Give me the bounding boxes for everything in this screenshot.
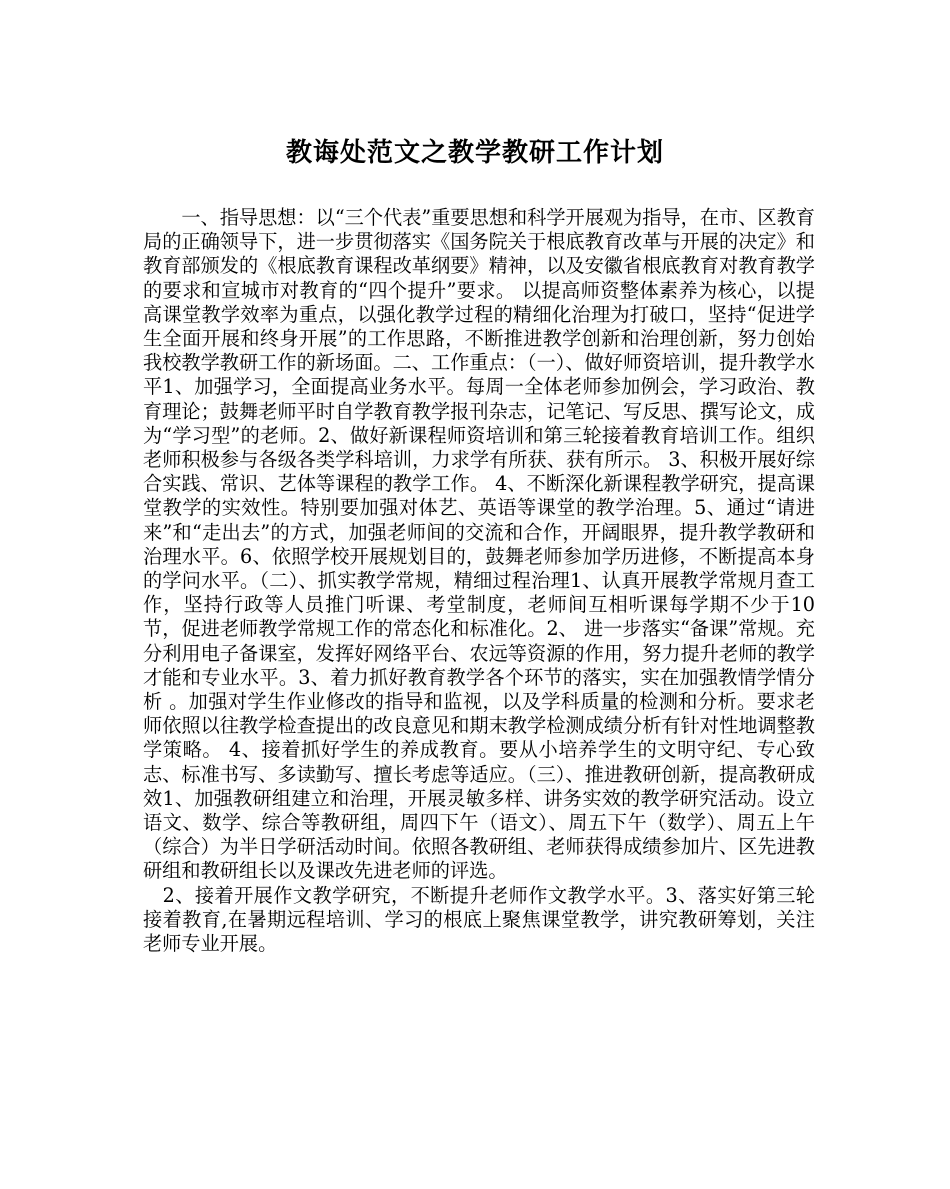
document-title: 教诲处范文之教学教研工作计划 [285, 138, 664, 168]
paragraph-continued: 2、接着开展作文教学研究，不断提升老师作文教学水平。3、落实好第三轮接着教育,在暑期远程培训、学习的根底上聚焦课堂教学，讲究教研筹划，关注老师专业开展。 [143, 883, 815, 956]
document-body [143, 206, 815, 956]
paragraph-main: 一、指导思想：以“三个代表”重要思想和科学开展观为指导，在市、区教育局的正确领导下，进一步贯彻落实《国务院关于根底教育改革与开展的决定》和教育部颁发的《根底教育课程改革纲要》精神，以及安徽省根底教育对教育教学的要求和宣城市对教育的“四个提升”要求。 以提高师资整体素养为核心，以提高课堂教学效率为重点，以强化教学过程的精细化治理为打破口，坚持“促进学生全面开展和终身开展”的工作思路，不断推进教学创新和治理创新，努力创始我校教学教研工作的新场面。二、工作重点：（一）、做好师资培训，提升教学水平1、加强学习，全面提高业务水平。每周一全体老师参加例会，学习政治、教育理论；鼓舞老师平时自学教育教学报刊杂志，记笔记、写反思、撰写论文，成为“学习型”的老师。2、做好新课程师资培训和第三轮接着教育培训工作。组织老师积极参与各级各类学科培训，力求学有所获、获有所示。 3、积极开展好综合实践、常识、艺体等课程的教学工作。 4、不断深化新课程教学研究，提高课堂教学的实效性。特别要加强对体艺、英语等课堂的教学治理。5、通过“请进来”和“走出去”的方式，加强老师间的交流和合作，开阔眼界，提升教学教研和治理水平。6、依照学校开展规划目的，鼓舞老师参加学历进修，不断提高本身的学问水平。（二）、抓实教学常规，精细过程治理1、认真开展教学常规月查工作，坚持行政等人员推门听课、考堂制度，老师间互相听课每学期不少于10节，促进老师教学常规工作的常态化和标准化。2、 进一步落实“备课”常规。充分利用电子备课室，发挥好网络平台、农远等资源的作用，努力提升老师的教学才能和专业水平。3、着力抓好教育教学各个环节的落实，实在加强教情学情分析 。加强对学生作业修改的指导和监视，以及学科质量的检测和分析。要求老师依照以往教学检查提出的改良意见和期末教学检测成绩分析有针对性地调整教学策略。 4、接着抓好学生的养成教育。要从小培养学生的文明守纪、专心致志、标准书写、多读勤写、擅长考虑等适应。（三）、推进教研创新，提高教研成效1、加强教研组建立和治理，开展灵敏多样、讲务实效的教学研究活动。设立语文、数学、综合等教研组，周四下午（语文）、周五下午（数学）、周五上午（综合）为半日学研活动时间。依照各教研组、老师获得成绩参加片、区先进教研组和教研组长以及课改先进老师的评选。 [143, 206, 815, 883]
